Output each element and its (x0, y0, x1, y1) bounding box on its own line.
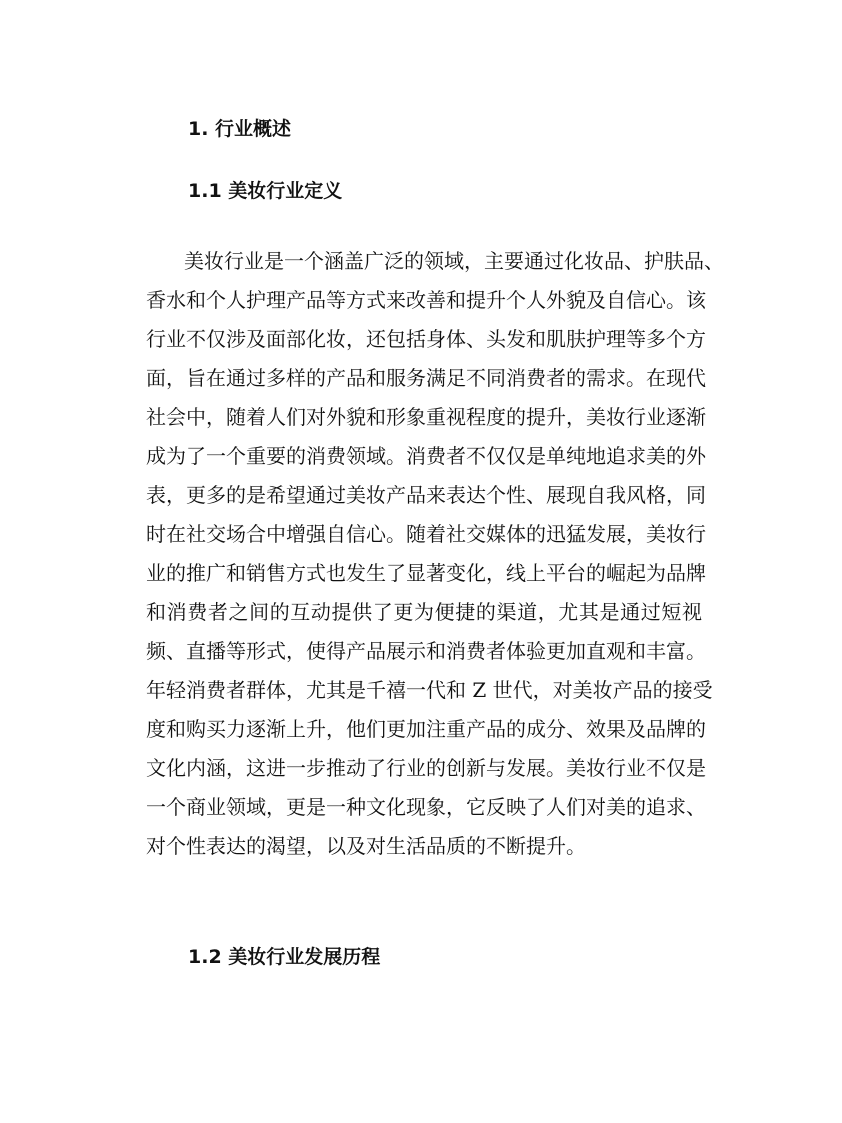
paragraph-line: 时在社交场合中增强自信心。随着社交媒体的迅猛发展，美妆行 (146, 522, 706, 546)
paragraph-line: 文化内涵，这进一步推动了行业的创新与发展。美妆行业不仅是 (146, 756, 706, 780)
section-heading-1-1: 1.1 美妆行业定义 (188, 180, 343, 202)
section-heading-1: 1. 行业概述 (188, 118, 292, 140)
paragraph-line: 业的推广和销售方式也发生了显著变化，线上平台的崛起为品牌 (146, 561, 706, 585)
paragraph-line: 面，旨在通过多样的产品和服务满足不同消费者的需求。在现代 (146, 366, 706, 390)
paragraph-line: 社会中，随着人们对外貌和形象重视程度的提升，美妆行业逐渐 (146, 405, 706, 429)
paragraph-line: 香水和个人护理产品等方式来改善和提升个人外貌及自信心。该 (146, 288, 706, 312)
body-paragraph (146, 242, 724, 866)
paragraph-line: 年轻消费者群体，尤其是千禧一代和 Z 世代，对美妆产品的接受 (146, 678, 713, 702)
paragraph-line: 一个商业领域，更是一种文化现象，它反映了人们对美的追求、 (146, 795, 706, 819)
section-heading-1-2: 1.2 美妆行业发展历程 (188, 946, 381, 968)
paragraph-line: 度和购买力逐渐上升，他们更加注重产品的成分、效果及品牌的 (146, 717, 706, 741)
paragraph-line: 美妆行业是一个涵盖广泛的领域，主要通过化妆品、护肤品、 (184, 249, 724, 273)
paragraph-line: 频、直播等形式，使得产品展示和消费者体验更加直观和丰富。 (146, 639, 706, 663)
paragraph-line: 对个性表达的渴望，以及对生活品质的不断提升。 (146, 834, 586, 858)
paragraph-line: 和消费者之间的互动提供了更为便捷的渠道，尤其是通过短视 (146, 600, 702, 624)
paragraph-line: 成为了一个重要的消费领域。消费者不仅仅是单纯地追求美的外 (146, 444, 706, 468)
paragraph-line: 表，更多的是希望通过美妆产品来表达个性、展现自我风格，同 (146, 483, 706, 507)
paragraph-line: 行业不仅涉及面部化妆，还包括身体、头发和肌肤护理等多个方 (146, 327, 706, 351)
